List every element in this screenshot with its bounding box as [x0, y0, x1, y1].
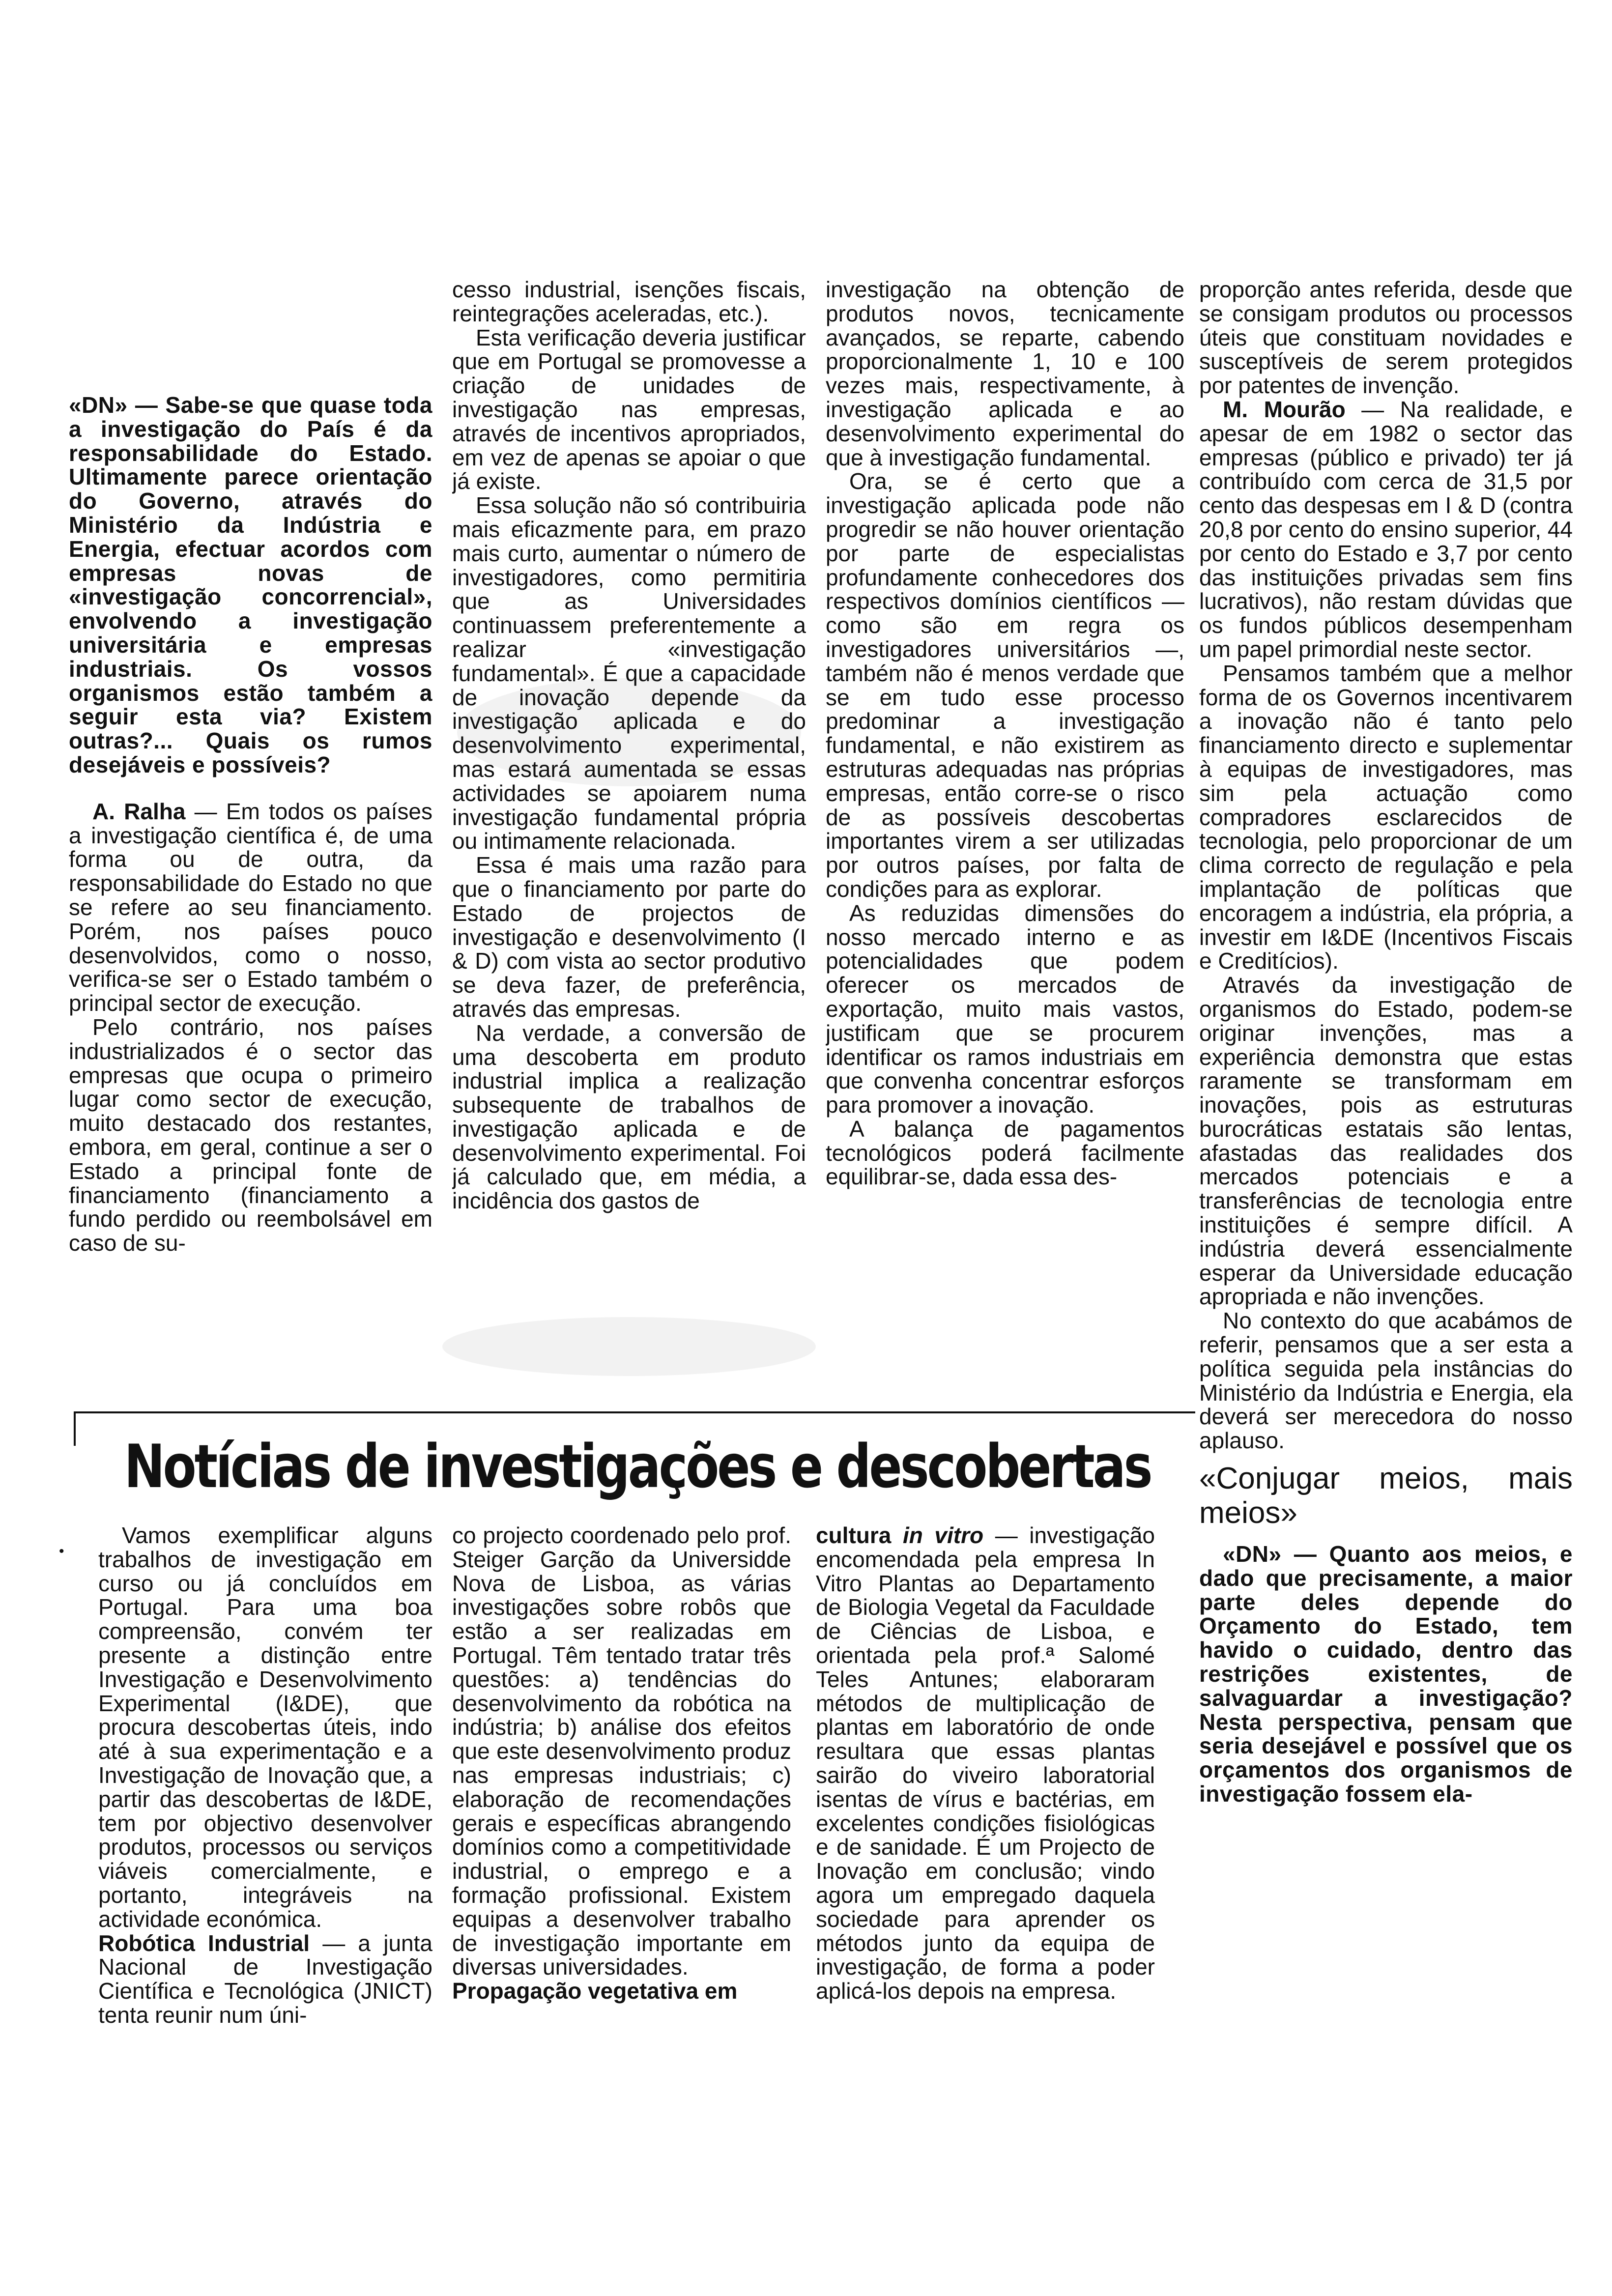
dn-question: «DN» — Sabe-se que quase toda a investigação do País é da responsabilidade do Estado. Ultimamente parece orientação do Governo, através do Ministério da Indústria e Energia, efectuar acordos com empresas novas de «investigação concorrencial», envolvendo a investigação universitária e empresas industriais. Os vossos organismos estão também a seguir esta via? Existem outras?... Quais os rumos desejáveis e possíveis? [69, 393, 432, 777]
item-text: — a junta Nacional de Investigação Científica e Tecnológica (JNICT) tenta reunir num úni- [98, 1930, 432, 2028]
item-lead: Propagação vegetativa em [452, 1978, 738, 2004]
subheading: «Conjugar meios, mais meios» [1199, 1462, 1573, 1530]
paragraph: co projecto coordenado pelo prof. Steiger Garção da Universidde Nova de Lisboa, as várias investigações sobre robôs que estão a ser realizadas em Portugal. Têm tentado tratar três questões: a) tendências do desenvolvimento da robótica na indústria; b) análise dos efeitos que este desenvolvimento produz nas empresas industriais; c) elaboração de recomendações gerais e específicas abrangendo domínios como a competitividade industrial, o emprego e a formação profissional. Existem equipas a desenvolver trabalho de investigação importante em diversas universidades. [452, 1523, 791, 1980]
interview-column-1 [69, 393, 432, 1361]
box-rule-top [74, 1411, 1195, 1413]
paragraph: Esta verificação deveria justificar que em Portugal se promovesse a criação de unidades de investigação nas empresas, através de incentivos apropriados, em vez de apenas se apoiar o que já existe. [452, 324, 806, 494]
paragraph: A balança de pagamentos tecnológicos poderá facilmente equilibrar-se, dada essa des- [826, 1116, 1184, 1190]
paragraph: Essa solução não só contribuiria mais eficazmente para, em prazo mais curto, aumentar o número de investigadores, como permitiria que as Universidades continuassem preferentemente a realizar «investigação fundamental». É que a capacidade de inovação depende da investigação aplicada e do desenvolvimento experimental, mas estará aumentada se essas actividades se apoiarem numa investigação fundamental própria ou intimamente relacionada. [452, 492, 806, 854]
paragraph: Ora, se é certo que a investigação aplicada pode não progredir se não houver orientação por parte de especialistas profundamente conhecedores dos respectivos domínios científicos — como são em regra os investigadores universitários —, também não é menos verdade que se em tudo esse processo predominar a investigação fundamental, e não existirem as estruturas adequadas nas próprias empresas, então corre-se o risco de as possíveis descobertas importantes virem a ser utilizadas por outros países, por falta de condições para as explorar. [826, 468, 1184, 902]
article-headline: Notícias de investigações e descobertas [124, 1432, 1151, 1501]
answer-text: — Em todos os países a investigação científica é, de uma forma ou de outra, da responsabilidade do Estado no que se refere ao seu financiamento. Porém, nos países pouco desenvolvidos, como o nosso, verifica-se ser o Estado também o principal sector de execução. [69, 798, 432, 1016]
speaker-name: M. Mourão [1223, 396, 1346, 422]
paragraph: No contexto do que acabámos de referir, pensamos que a ser esta a política seguida pela instâncias do Ministério da Indústria e Energia, ela deverá ser merecedora do nosso aplauso. [1199, 1308, 1573, 1454]
news-column-3 [816, 1523, 1155, 2133]
news-column-2 [452, 1523, 791, 2133]
paragraph: proporção antes referida, desde que se consigam produtos ou processos úteis que constituam novidades e susceptíveis de serem protegidos por patentes de invenção. [1199, 278, 1573, 399]
paragraph: As reduzidas dimensões do nosso mercado interno e as potencialidades que podem oferecer os mercados de exportação, muito mais vastos, justificam que se procurem identificar os ramos industriais em que convenha concentrar esforços para promover a inovação. [826, 900, 1184, 1118]
paragraph: Através da investigação de organismos do Estado, podem-se originar invenções, mas a experiência demonstra que estas raramente se transformam em inovações, pois as estruturas burocráticas estatais são lentas, afastadas das realidades dos mercados potenciais e a transferências de tecnologia entre instituições é sempre difícil. A indústria deverá essencialmente esperar da Universidade educação apropriada e não invenções. [1199, 972, 1573, 1310]
paragraph: Pelo contrário, nos países industrializados é o sector das empresas que ocupa o primeiro lugar como sector de execução, muito destacado dos restantes, embora, em geral, continue a ser o Estado a principal fonte de financiamento (financiamento a fundo perdido ou reembolsável em caso de su- [69, 1014, 432, 1256]
paragraph: Essa é mais uma razão para que o financiamento por parte do Estado de projectos de investigação e desenvolvimento (I & D) com vista ao sector produtivo se deva fazer, de preferência, através das empresas. [452, 852, 806, 1022]
interview-column-2 [452, 278, 806, 1374]
paragraph: Pensamos também que a melhor forma de os Governos incentivarem a inovação não é tanto pelo financiamento directo e suplementar à equipas de investigadores, mas sim pela actuação como compradores esclarecidos de tecnologia, pelo proporcionar de um clima correcto de regulação e pela implantação de políticas que encoragem a indústria, ela própria, a investir em I&DE (Incentivos Fiscais e Creditícios). [1199, 660, 1573, 974]
answer-text: — Na realidade, e apesar de em 1982 o sector das empresas (público e privado) ter já contribuído com cerca de 31,5 por cento das despesas em I & D (contra 20,8 por cento do ensino superior, 44 por cento do Estado e 3,7 por cento das instituições privadas sem fins lucrativos), não restam dúvidas que os fundos públicos desempenham um papel primordial neste sector. [1199, 396, 1573, 662]
news-column-1 [98, 1523, 432, 2133]
speaker-name: A. Ralha [92, 798, 186, 824]
item-text: — investigação encomendada pela empresa In Vitro Plantas ao Departamento de Biologia Vegetal da Faculdade de Ciências de Lisboa, e orientada pela prof.ª Salomé Teles Antunes; elaboraram métodos de multiplicação de plantas em laboratório de onde resultara que essas plantas sairão do viveiro laboratorial isentas de vírus e bactérias, em excelentes condições fisiológicas e de sanidade. É um Projecto de Inovação em conclusão; vindo agora um empregado daquela sociedade para aprender os métodos junto da equipa de investigação, de forma a poder aplicá-los depois na empresa. [816, 1523, 1155, 2004]
paragraph: investigação na obtenção de produtos novos, tecnicamente avançados, se reparte, cabendo proporcionalmente 1, 10 e 100 vezes mais, respectivamente, à investigação aplicada e ao desenvolvimento experimental do que à investigação fundamental. [826, 278, 1184, 470]
bullet-icon: • [59, 1543, 64, 1559]
paragraph: Na verdade, a conversão de uma descoberta em produto industrial implica a realização subsequente de trabalhos de investigação aplicada e de desenvolvimento experimental. Foi já calculado que, em média, a incidência dos gastos de [452, 1020, 806, 1214]
item-lead: Robótica Industrial [98, 1930, 310, 1956]
box-rule-left [74, 1411, 76, 1446]
item-lead: cultura [816, 1523, 892, 1548]
dn-question: «DN» — Quanto aos meios, e dado que precisamente, a maior parte deles depende do Orçamento do Estado, tem havido o cuidado, dentro das restrições existentes, de salvaguardar a investigação? Nesta perspectiva, pensam que seria desejável e possível que os orçamentos dos organismos de investigação fossem ela- [1199, 1541, 1573, 1807]
item-lead-italic: in vitro [902, 1523, 984, 1548]
paragraph: cesso industrial, isenções fiscais, reintegrações aceleradas, etc.). [452, 278, 806, 326]
interview-column-4 [1199, 278, 1573, 2278]
paragraph: Vamos exemplificar alguns trabalhos de investigação em curso ou já concluídos em Portugal. Para uma boa compreensão, convém ter presente a distinção entre Investigação e Desenvolvimento Experimental (I&DE), que procura descobertas úteis, indo até à sua experimentação e a Investigação de Inovação que, a partir das descobertas de I&DE, tem por objectivo desenvolver produtos, processos ou serviços viáveis comercialmente, e portanto, integráveis na actividade económica. [98, 1523, 432, 1932]
interview-column-3 [826, 278, 1184, 1329]
